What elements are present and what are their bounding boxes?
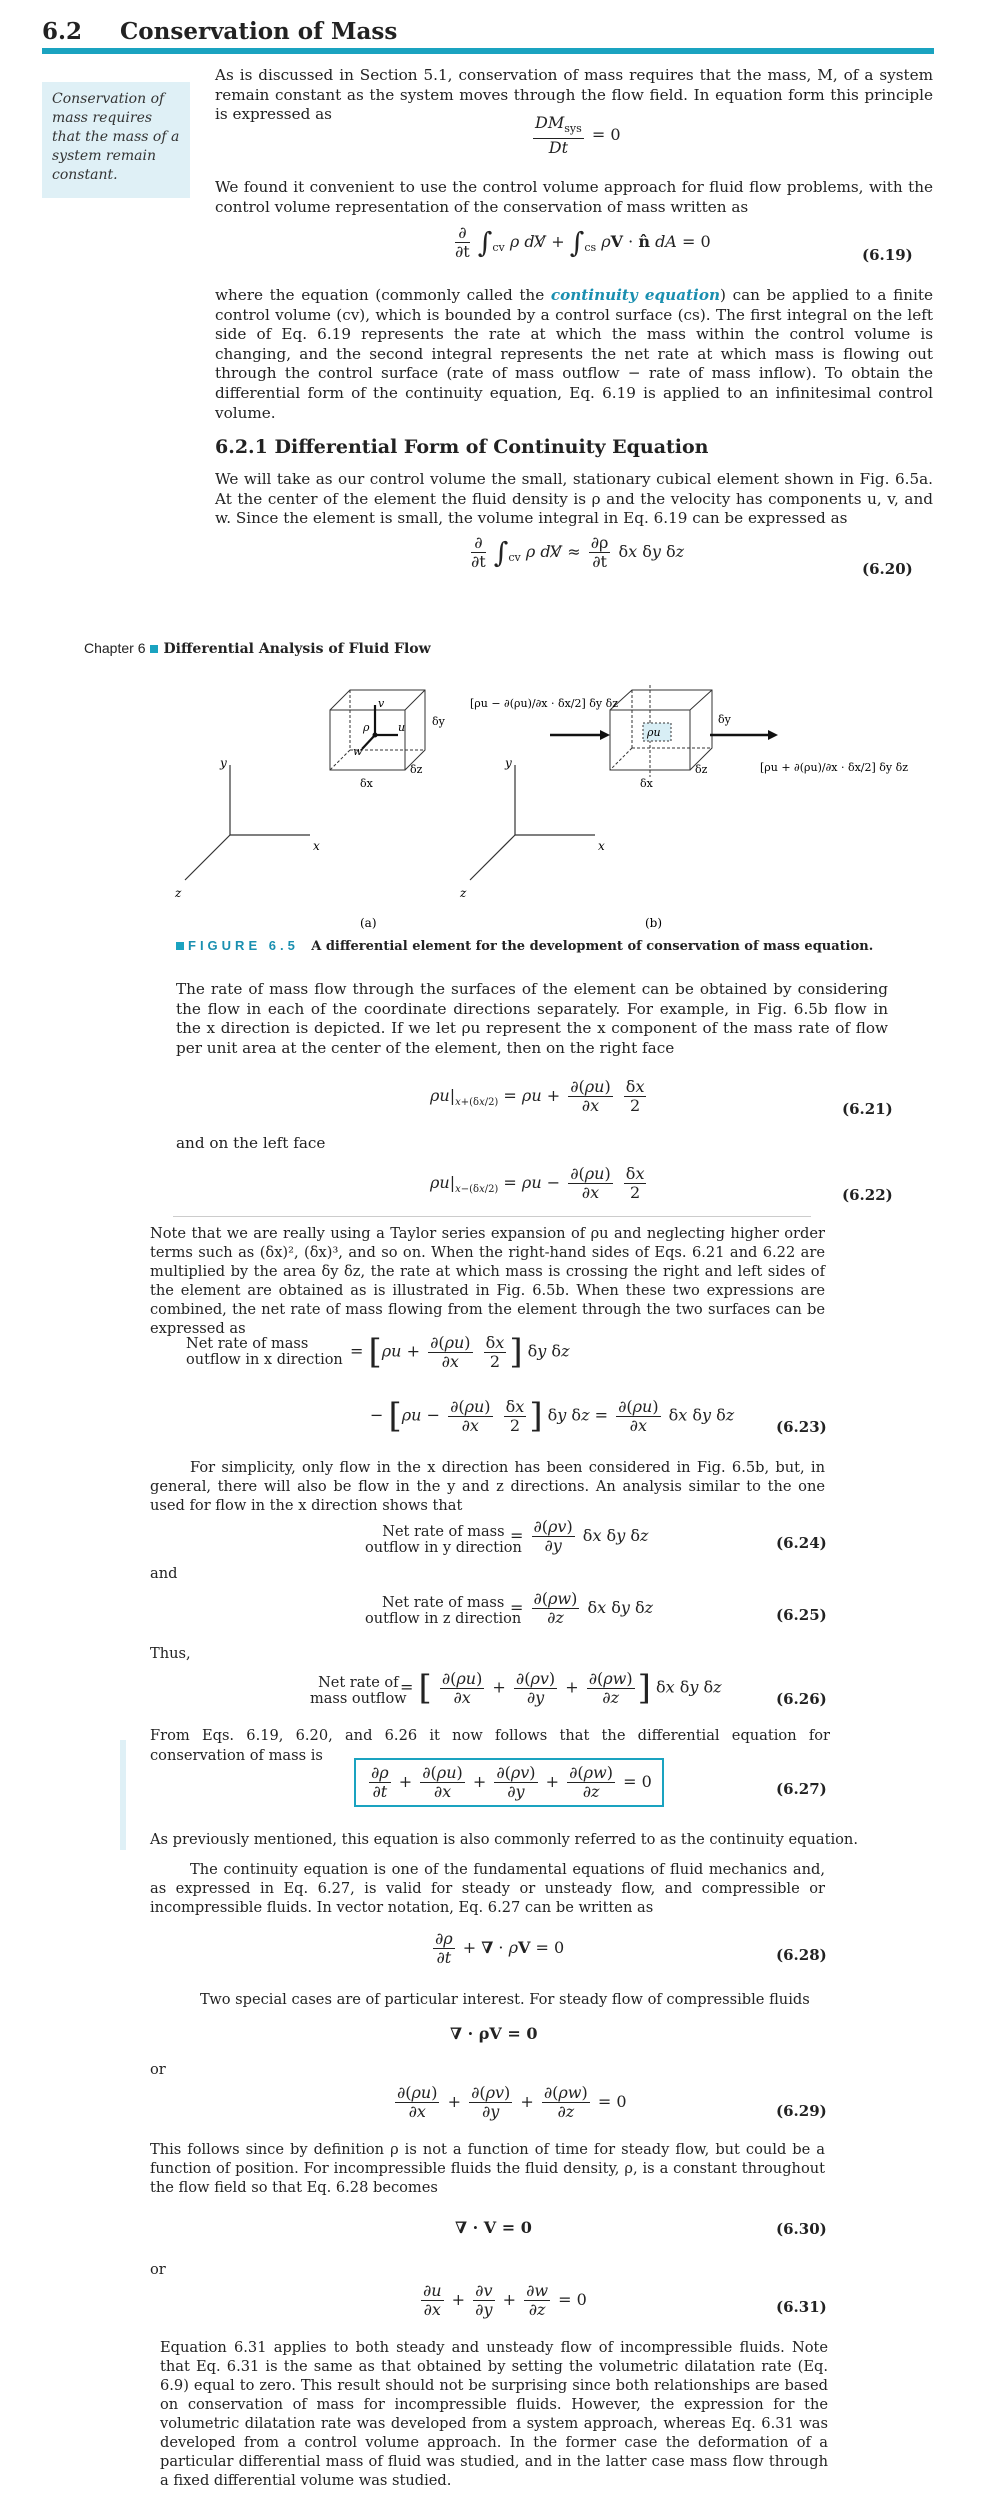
- and-word: and: [150, 1565, 178, 1582]
- and-left-face: and on the left face: [176, 1134, 326, 1152]
- equation-6-30: ∇ · V = 0: [455, 2218, 532, 2237]
- equation-6-29: $\frac{\partial(\rho u)}{\partial x}$ + $\frac{\partial(\rho v)}{\partial y}$ + $\frac{\partial(\rho w)}{\partial z}$ = 0: [397, 2083, 627, 2121]
- or-word-1: or: [150, 2061, 166, 2078]
- eq-number-6-31: (6.31): [776, 2298, 827, 2316]
- equation-6-20: $\frac{\partial}{\partial t}$ $\int_{cv}$ ρ dV̸ ≈ $\frac{\partial\rho}{\partial t}$ δx δy δz: [471, 533, 685, 571]
- eq-number-6-20: (6.20): [862, 560, 913, 578]
- equation-6-22: $\rho u|_{x-(\delta x/2)} = \rho u$ − $\frac{\partial(\rho u)}{\partial x}$ $\frac{\delta x}{2}$: [430, 1164, 645, 1202]
- equation-6-31: $\frac{\partial u}{\partial x}$ + $\frac{\partial v}{\partial y}$ + $\frac{\partial w}{\partial z}$ = 0: [423, 2281, 587, 2319]
- vel-v: v: [378, 697, 385, 710]
- margin-note: Conservation of mass requires that the mass of a system remain constant.: [42, 82, 190, 198]
- section-number: 6.2: [42, 18, 83, 45]
- paragraph-9: As previously mentioned, this equation is also commonly referred to as the continuity equation.: [150, 1831, 858, 1848]
- paragraph-1: As is discussed in Section 5.1, conservation of mass requires that the mass, M, of a system remain constant as the system moves through the flow field. In equation form this principle is expressed as: [215, 66, 933, 124]
- eq-number-6-26: (6.26): [776, 1690, 827, 1708]
- dx-a: δx: [360, 777, 373, 790]
- paragraph-12: This follows since by definition ρ is not a function of time for steady flow, but could be a function of position. For incompressible fluids the fluid density, ρ, is a constant throughout the flow field so that Eq. 6.28 becomes: [150, 2141, 825, 2196]
- label-a: (a): [360, 916, 377, 930]
- eq-number-6-21: (6.21): [842, 1100, 893, 1118]
- equation-6-23-label: Net rate of mass outflow in x direction: [186, 1336, 343, 1368]
- axis-y-a: y: [220, 756, 227, 770]
- center-point-a: [373, 733, 378, 738]
- vel-u: u: [398, 721, 406, 734]
- dy-b: δy: [718, 713, 731, 726]
- left-face-flux: [ρu − ∂(ρu)/∂x · δx/2] δy δz: [470, 697, 619, 710]
- axis-x-b: x: [598, 839, 605, 853]
- equation-6-21: $\rho u|_{x+(\delta x/2)} = \rho u$ + $\frac{\partial(\rho u)}{\partial x}$ $\frac{\delta x}{2}$: [430, 1077, 645, 1115]
- paragraph-6: Note that we are really using a Taylor series expansion of ρu and neglecting higher order terms such as (δx)², (δx)³, and so on. When the right-hand sides of Eqs. 6.21 and 6.22 are multiplied by the area δy δz, the rate at which mass is crossing the right and left sides of the element are obtained as is illustrated in Fig. 6.5b. When these two expressions are combined, the net rate of mass flowing from the element through the two surfaces can be expressed as: [150, 1225, 825, 1337]
- equation-6-28: $\frac{\partial\rho}{\partial t}$ + ∇ · ρV = 0: [435, 1929, 565, 1967]
- dy-a: δy: [432, 715, 445, 728]
- paragraph-10: The continuity equation is one of the fundamental equations of fluid mechanics and, as expressed in Eq. 6.27, is valid for steady or unsteady flow, and compressible or incompressible fluids. In vector notation, Eq. 6.27 can be written as: [150, 1861, 825, 1916]
- axis-z-a: z: [175, 886, 182, 900]
- eq-number-6-30: (6.30): [776, 2220, 827, 2238]
- dx-b: δx: [640, 777, 653, 790]
- equation-6-19: $\frac{\partial}{\partial t}$ $\int_{cv}$ ρ dV̸ + $\int_{cs}$ ρV · n̂ dA = 0: [455, 223, 711, 261]
- equation-6-27: $\frac{\partial\rho}{\partial t}$ + $\frac{\partial(\rho u)}{\partial x}$ + $\frac{\partial(\rho v)}{\partial y}$ + $\frac{\partial(\rho w)}{\partial z}$ = 0: [354, 1758, 664, 1807]
- equation-6-24: = $\frac{\partial(\rho v)}{\partial y}$ δx δy δz: [510, 1517, 649, 1555]
- equation-6-23-a: = [ρu + $\frac{\partial(\rho u)}{\partial x}$ $\frac{\delta x}{2}$ ] δy δz: [350, 1332, 570, 1372]
- rho-u-center: ρu: [647, 726, 661, 739]
- vel-w: w: [353, 745, 363, 758]
- paragraph-4: We will take as our control volume the small, stationary cubical element shown in Fig. 6.5a. At the center of the element the fluid density is ρ and the velocity has components u, v, and w. Since the element is small, the volume integral in Eq. 6.19 can be expressed as: [215, 470, 933, 528]
- paragraph-13: Equation 6.31 applies to both steady and unsteady flow of incompressible fluids. Note that Eq. 6.31 is the same as that obtained by setting the volumetric dilatation rate (Eq. 6.9) equal to zero. This result should not be surprising since both relationships are based on conservation of mass for incompressible fluids. However, the expression for the volumetric dilatation rate was developed from a system approach, whereas Eq. 6.31 was developed from a control volume approach. In the former case the deformation of a particular differential mass of fluid was studied, and in the latter case mass flow through a fixed differential volume was studied.: [160, 2339, 828, 2489]
- equation-6-26-label: Net rate of mass outflow: [310, 1675, 407, 1707]
- eq-number-6-24: (6.24): [776, 1534, 827, 1552]
- continuity-term: continuity equation: [550, 286, 720, 304]
- figure-caption: FIGURE 6.5 A differential element for the development of conservation of mass equation.: [176, 938, 916, 954]
- section-title: Conservation of Mass: [120, 18, 398, 45]
- chapter-running-head: Chapter 6 Differential Analysis of Fluid Flow: [84, 640, 431, 657]
- eq-number-6-25: (6.25): [776, 1606, 827, 1624]
- eq-number-6-19: (6.19): [862, 246, 913, 264]
- paragraph-7: For simplicity, only flow in the x direction has been considered in Fig. 6.5b, but, in general, there will also be flow in the y and z directions. An analysis similar to the one used for flow in the x direction shows that: [150, 1459, 825, 1514]
- density-rho: ρ: [363, 721, 370, 734]
- equation-6-25: = $\frac{\partial(\rho w)}{\partial z}$ δx δy δz: [510, 1589, 654, 1627]
- paragraph-11: Two special cases are of particular interest. For steady flow of compressible fluids: [200, 1991, 810, 2008]
- equation-6-24-label: Net rate of mass outflow in y direction: [365, 1524, 522, 1556]
- thus-word: Thus,: [150, 1645, 191, 1662]
- paragraph-3: where the equation (commonly called the continuity equation) can be applied to a finite control volume (cv), which is bounded by a control surface (cs). The first integral on the left side of Eq. 6.19 represents the rate at which the mass within the control volume is changing, and the second integral represents the net rate at which mass is flowing out through the control surface (rate of mass outflow − rate of mass inflow). To obtain the differential form of the continuity equation, Eq. 6.19 is applied to an infinitesimal control volume.: [215, 286, 933, 422]
- equation-steady: ∇ · ρV = 0: [450, 2024, 538, 2043]
- or-word-2: or: [150, 2261, 166, 2278]
- eq-number-6-28: (6.28): [776, 1946, 827, 1964]
- equation-dmsys: $\frac{DM_{sys}}{Dt}$ = 0: [535, 113, 621, 158]
- axis-z-b: z: [460, 886, 467, 900]
- right-face-flux: [ρu + ∂(ρu)/∂x · δx/2] δy δz: [760, 761, 909, 774]
- paragraph-5: The rate of mass flow through the surfaces of the element can be obtained by considering the flow in each of the coordinate directions separately. For example, in Fig. 6.5b flow in the x direction is depicted. If we let ρu represent the x component of the mass rate of flow per unit area at the center of the element, then on the right face: [176, 980, 888, 1057]
- label-b: (b): [645, 916, 663, 930]
- figure-6-5: [170, 665, 909, 945]
- eq-number-6-22: (6.22): [842, 1186, 893, 1204]
- paragraph-2: We found it convenient to use the control volume approach for fluid flow problems, with the control volume representation of the conservation of mass written as: [215, 178, 933, 216]
- axis-y-b: y: [505, 756, 512, 770]
- eq-number-6-23: (6.23): [776, 1418, 827, 1436]
- section-divider: [173, 1216, 811, 1217]
- equation-6-23-b: − [ρu − $\frac{\partial(\rho u)}{\partial x}$ $\frac{\delta x}{2}$ ] δy δz = $\frac{\partial(\rho u)}{\partial x}$ δx δy δz: [370, 1396, 735, 1436]
- eq-number-6-27: (6.27): [776, 1780, 827, 1798]
- paragraph-8: From Eqs. 6.19, 6.20, and 6.26 it now follows that the differential equation for conservation of mass is: [150, 1727, 830, 1764]
- subsection-title: 6.2.1 Differential Form of Continuity Equation: [215, 436, 709, 458]
- equation-6-25-label: Net rate of mass outflow in z direction: [365, 1595, 522, 1627]
- axis-x-a: x: [313, 839, 320, 853]
- section-header: [42, 14, 934, 52]
- equation-6-26: = [ $\frac{\partial(\rho u)}{\partial x}$ + $\frac{\partial(\rho v)}{\partial y}$ + $\frac{\partial(\rho w)}{\partial z}$ ] δx δy δz: [400, 1668, 722, 1708]
- dz-b: δz: [695, 763, 708, 776]
- sidebar-accent: [120, 1740, 126, 1850]
- header-rule: [42, 48, 934, 54]
- eq-number-6-29: (6.29): [776, 2102, 827, 2120]
- dz-a: δz: [410, 763, 423, 776]
